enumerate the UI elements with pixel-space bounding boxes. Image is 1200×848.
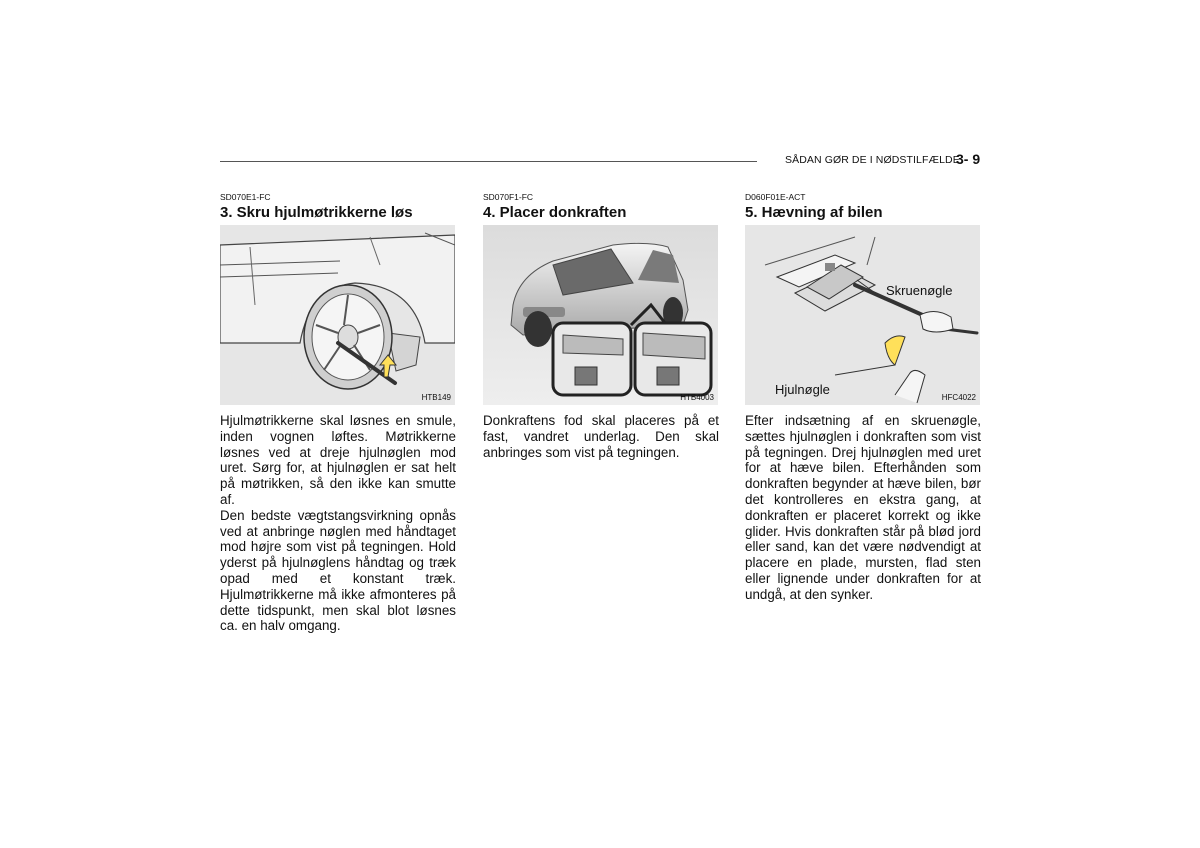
header-rule — [220, 161, 757, 162]
column-lifting-car — [745, 192, 981, 603]
jack-operation-illustration — [745, 225, 980, 405]
section-heading: 4. Placer donkraften — [483, 204, 627, 221]
paragraph: Donkraftens fod skal placeres på et fast, vandret underlag. Den skal anbringes som vist på tegningen. — [483, 413, 719, 460]
figure-code: HFC4022 — [941, 393, 976, 402]
screw-key-label: Skruenøgle — [886, 283, 953, 298]
wheel-key-label: Hjulnøgle — [775, 382, 830, 397]
section-code: SD070F1-FC — [483, 192, 534, 202]
jack-placement-illustration — [483, 225, 718, 405]
section-heading: 3. Skru hjulmøtrikkerne løs — [220, 204, 413, 221]
column-jack-placement — [483, 192, 719, 460]
body-text — [220, 413, 456, 634]
section-code: D060F01E-ACT — [745, 192, 806, 202]
paragraph: Den bedste vægtstangsvirkning opnås ved at anbringe nøglen med håndtaget mod højre som vist på tegningen. Hold yderst på hjulnøglens håndtag og træk opad med et konstant træk. Hjulmøtrikkerne må ikke afmonteres på dette tidspunkt, men skal blot løsnes ca. en halv omgang. — [220, 507, 456, 634]
page-number: 3- 9 — [956, 151, 981, 167]
section-code: SD070E1-FC — [220, 192, 271, 202]
wheel-nut-illustration — [220, 225, 455, 405]
car-jack-drawing — [483, 225, 718, 405]
figure-code: HTB149 — [421, 393, 451, 402]
body-text — [483, 413, 719, 460]
section-heading: 5. Hævning af bilen — [745, 204, 883, 221]
paragraph: Hjulmøtrikkerne skal løsnes en smule, inden vognen løftes. Møtrikkerne løsnes ved at dreje hjulnøglen mod uret. Sørg for, at hjulnøglen er sat helt på møtrikken, så den ikke kan smutte af. — [220, 413, 456, 507]
section-title: SÅDAN GØR DE I NØDSTILFÆLDE — [785, 154, 960, 166]
figure-code: HTB4003 — [680, 393, 714, 402]
jack-handle-drawing — [745, 225, 980, 405]
wheel-wrench-drawing — [220, 225, 455, 405]
column-wheel-nuts — [220, 192, 456, 634]
paragraph: Efter indsætning af en skruenøgle, sættes hjulnøglen i donkraften som vist på tegningen. Drej hjulnøglen med uret for at hæve bilen. Efterhånden som donkraften begynder at hæve bilen, bør det kontrolleres en ekstra gang, at donkraften er placeret korrekt og ikke glider. Hvis donkraften står på blød jord eller sand, kan det være nødvendigt at placere en plade, mursten, flad sten eller lignende under donkraften for at undgå, at den synker. — [745, 413, 981, 602]
body-text — [745, 413, 981, 603]
